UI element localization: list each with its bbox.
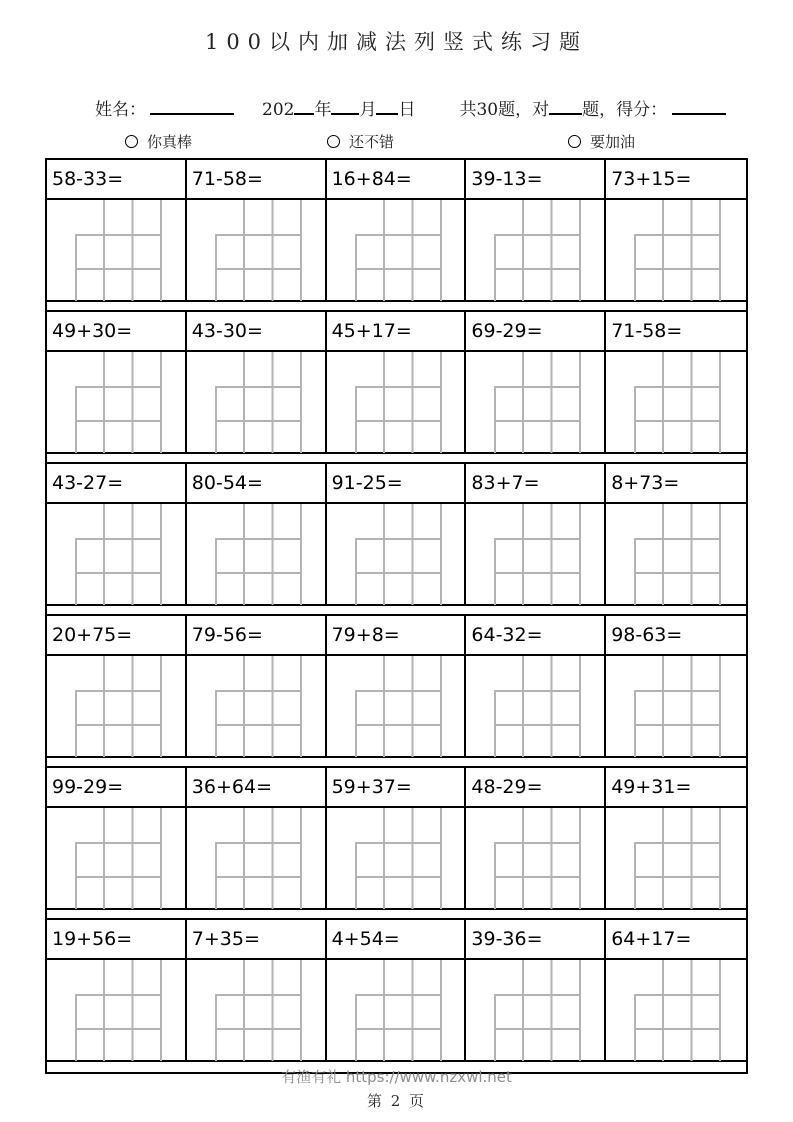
name-section (95, 95, 234, 120)
watermark-text: 有渔有礼 https://www.nzxwl.net (281, 1068, 512, 1086)
year-field[interactable] (294, 98, 314, 115)
answer-cell[interactable] (606, 504, 746, 606)
problem-label: 16+84= (327, 160, 467, 200)
answer-cell[interactable] (327, 200, 467, 302)
row-spacer (47, 606, 746, 616)
count-suffix: 题，得分： (582, 100, 668, 120)
answer-cell[interactable] (47, 808, 187, 910)
answer-cell[interactable] (606, 656, 746, 758)
problem-label: 59+37= (327, 768, 467, 808)
problem-label: 73+15= (606, 160, 746, 200)
row-spacer (47, 454, 746, 464)
problem-label: 7+35= (187, 920, 327, 960)
rating-option-excellent[interactable] (125, 131, 192, 152)
answer-row (47, 352, 746, 454)
calc-grid (633, 352, 723, 454)
problem-label: 20+75= (47, 616, 187, 656)
problem-label: 99-29= (47, 768, 187, 808)
rating-option-ok[interactable] (327, 131, 394, 152)
problem-label: 83+7= (466, 464, 606, 504)
answer-cell[interactable] (606, 960, 746, 1062)
problem-label: 43-27= (47, 464, 187, 504)
answer-cell[interactable] (187, 200, 327, 302)
answer-cell[interactable] (327, 352, 467, 454)
problem-label: 49+30= (47, 312, 187, 352)
problem-label: 43-30= (187, 312, 327, 352)
rating-label: 你真棒 (147, 133, 193, 151)
month-label: 月 (359, 100, 377, 120)
problem-text-row (47, 920, 746, 960)
calc-grid (74, 808, 164, 910)
problem-label: 71-58= (187, 160, 327, 200)
answer-cell[interactable] (327, 656, 467, 758)
calc-grid (74, 352, 164, 454)
answer-row (47, 656, 746, 758)
year-prefix: 202 (262, 100, 295, 120)
calc-grid (214, 808, 304, 910)
circle-icon[interactable] (125, 135, 138, 148)
name-label: 姓名： (95, 100, 146, 120)
answer-cell[interactable] (47, 960, 187, 1062)
answer-cell[interactable] (327, 504, 467, 606)
circle-icon[interactable] (327, 135, 340, 148)
problem-text-row (47, 768, 746, 808)
calc-grid (633, 808, 723, 910)
problem-label: 4+54= (327, 920, 467, 960)
problem-label: 8+73= (606, 464, 746, 504)
problem-label: 36+64= (187, 768, 327, 808)
problem-text-row (47, 160, 746, 200)
problem-label: 91-25= (327, 464, 467, 504)
problem-label: 49+31= (606, 768, 746, 808)
calc-grid (633, 200, 723, 302)
problem-label: 79-56= (187, 616, 327, 656)
problems-table (45, 158, 748, 1074)
calc-grid (354, 808, 444, 910)
answer-cell[interactable] (187, 352, 327, 454)
answer-cell[interactable] (466, 504, 606, 606)
answer-cell[interactable] (327, 808, 467, 910)
answer-row (47, 808, 746, 910)
calc-grid (74, 960, 164, 1062)
answer-cell[interactable] (47, 504, 187, 606)
problem-label: 80-54= (187, 464, 327, 504)
answer-row (47, 960, 746, 1062)
answer-cell[interactable] (606, 808, 746, 910)
calc-grid (493, 200, 583, 302)
year-label: 年 (314, 100, 332, 120)
problem-label: 64+17= (606, 920, 746, 960)
answer-cell[interactable] (187, 960, 327, 1062)
problem-text-row (47, 312, 746, 352)
problem-label: 64-32= (466, 616, 606, 656)
calc-grid (214, 960, 304, 1062)
answer-cell[interactable] (327, 960, 467, 1062)
rating-option-effort[interactable] (568, 131, 635, 152)
problem-label: 48-29= (466, 768, 606, 808)
rating-label: 还不错 (349, 133, 395, 151)
calc-grid (74, 200, 164, 302)
day-label: 日 (398, 100, 416, 120)
calc-grid (493, 656, 583, 758)
calc-grid (493, 960, 583, 1062)
problem-label: 45+17= (327, 312, 467, 352)
answer-row (47, 200, 746, 302)
date-section (262, 95, 415, 120)
answer-cell[interactable] (187, 656, 327, 758)
answer-cell[interactable] (606, 200, 746, 302)
calc-grid (493, 808, 583, 910)
header-info (95, 95, 726, 120)
answer-cell[interactable] (187, 504, 327, 606)
count-prefix: 共30题，对 (459, 100, 550, 120)
calc-grid (354, 200, 444, 302)
month-field[interactable] (331, 98, 359, 115)
answer-cell[interactable] (466, 656, 606, 758)
row-spacer (47, 910, 746, 920)
answer-cell[interactable] (466, 200, 606, 302)
problem-label: 58-33= (47, 160, 187, 200)
score-field[interactable] (672, 98, 726, 115)
answer-cell[interactable] (466, 352, 606, 454)
row-spacer (47, 302, 746, 312)
calc-grid (633, 504, 723, 606)
calc-grid (633, 960, 723, 1062)
page-number: 第 2 页 (366, 1092, 427, 1110)
problem-label: 39-13= (466, 160, 606, 200)
name-field[interactable] (150, 98, 234, 115)
calc-grid (633, 656, 723, 758)
rating-label: 要加油 (590, 133, 636, 151)
score-section (459, 95, 726, 120)
calc-grid (214, 352, 304, 454)
problem-text-row (47, 616, 746, 656)
page-title: 100以内加减法列竖式练习题 (204, 30, 589, 54)
problem-text-row (47, 464, 746, 504)
answer-cell[interactable] (47, 656, 187, 758)
calc-grid (214, 656, 304, 758)
answer-cell[interactable] (466, 960, 606, 1062)
answer-cell[interactable] (47, 200, 187, 302)
answer-cell[interactable] (47, 352, 187, 454)
correct-count-field[interactable] (549, 98, 582, 115)
rating-row (0, 131, 793, 153)
answer-cell[interactable] (466, 808, 606, 910)
calc-grid (354, 504, 444, 606)
calc-grid (214, 200, 304, 302)
row-spacer (47, 758, 746, 768)
calc-grid (493, 504, 583, 606)
answer-cell[interactable] (187, 808, 327, 910)
problem-label: 71-58= (606, 312, 746, 352)
calc-grid (493, 352, 583, 454)
problem-label: 19+56= (47, 920, 187, 960)
calc-grid (74, 656, 164, 758)
calc-grid (354, 960, 444, 1062)
problem-label: 39-36= (466, 920, 606, 960)
problem-label: 69-29= (466, 312, 606, 352)
calc-grid (354, 352, 444, 454)
calc-grid (74, 504, 164, 606)
problem-label: 98-63= (606, 616, 746, 656)
problem-label: 79+8= (327, 616, 467, 656)
calc-grid (354, 656, 444, 758)
answer-row (47, 504, 746, 606)
day-field[interactable] (376, 98, 398, 115)
calc-grid (214, 504, 304, 606)
circle-icon[interactable] (568, 135, 581, 148)
answer-cell[interactable] (606, 352, 746, 454)
